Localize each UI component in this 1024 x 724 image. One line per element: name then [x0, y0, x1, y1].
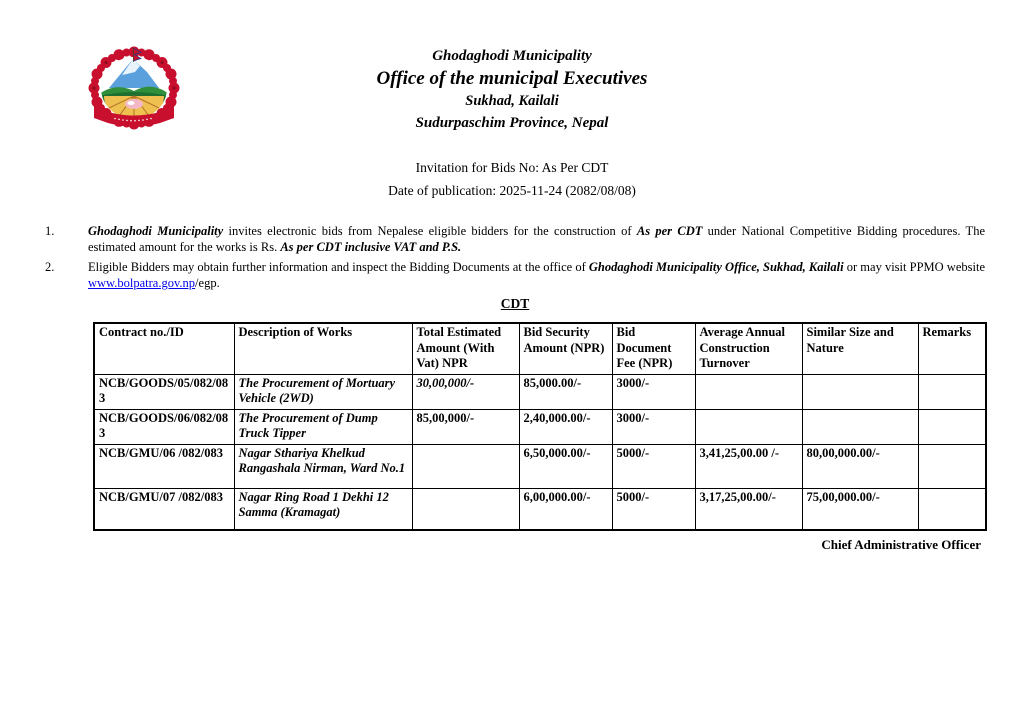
text-segment: or may visit PPMO website	[843, 260, 985, 275]
text-segment: Eligible Bidders may obtain further information and inspect the Bidding Documents at the office of	[88, 260, 589, 275]
turnover-cell: 3,41,25,00.00 /-	[695, 444, 802, 488]
bid-doc-fee-cell: 3000/-	[612, 374, 695, 409]
text-segment: /egp.	[195, 275, 220, 290]
description-cell: Nagar Sthariya Khelkud Rangashala Nirman, Ward No.1	[234, 444, 412, 488]
contract-id-cell: NCB/GMU/07 /082/083	[94, 488, 234, 530]
column-header-total-estimated: Total Estimated Amount (With Vat) NPR	[412, 323, 519, 374]
province-line: Sudurpaschim Province, Nepal	[415, 115, 609, 131]
bids-table	[93, 322, 987, 531]
text-segment: As per CDT inclusive VAT and P.S.	[280, 239, 462, 254]
office-name: Office of the municipal Executives	[376, 68, 648, 89]
total-estimated-cell	[412, 444, 519, 488]
total-estimated-cell: 85,00,000/-	[412, 409, 519, 444]
turnover-cell	[695, 374, 802, 409]
bid-security-cell: 6,50,000.00/-	[519, 444, 612, 488]
contract-id-cell: NCB/GOODS/05/082/083	[94, 374, 234, 409]
column-header-bid-doc-fee: Bid Document Fee (NPR)	[612, 323, 695, 374]
turnover-cell: 3,17,25,00.00/-	[695, 488, 802, 530]
bolpatra-link[interactable]: www.bolpatra.gov.np	[88, 275, 196, 290]
remarks-cell	[918, 409, 986, 444]
bid-doc-fee-cell: 5000/-	[612, 444, 695, 488]
item-number: 2.	[45, 260, 55, 275]
remarks-cell	[918, 444, 986, 488]
text-segment: under National Competitive Bidding procedures. The estimated amount for the works is Rs.	[88, 224, 985, 254]
text-segment: As per CDT	[636, 224, 703, 238]
signature-title: Chief Administrative Officer	[821, 537, 981, 552]
address-line: Sukhad, Kailali	[465, 93, 559, 109]
bid-security-cell: 85,000.00/-	[519, 374, 612, 409]
notice-block	[0, 156, 1024, 202]
letterhead	[0, 46, 1024, 134]
text-segment: Ghodaghodi Municipality Office, Sukhad, Kailali	[588, 260, 844, 275]
turnover-cell	[695, 409, 802, 444]
total-estimated-cell: 30,00,000/-	[412, 374, 519, 409]
text-segment: invites electronic bids from Nepalese eligible bidders for the construction of	[223, 224, 637, 238]
similar-size-cell	[802, 374, 918, 409]
remarks-cell	[918, 374, 986, 409]
invitation-no-line: Invitation for Bids No: As Per CDT	[415, 160, 609, 175]
list-item-2	[45, 260, 985, 291]
similar-size-cell	[802, 409, 918, 444]
body-content	[45, 224, 985, 531]
table-row	[94, 374, 986, 409]
item-number: 1.	[45, 224, 55, 238]
table-row	[94, 444, 986, 488]
column-header-description: Description of Works	[234, 323, 412, 374]
cdt-heading: CDT	[500, 296, 530, 312]
text-segment: Ghodaghodi Municipality	[88, 224, 224, 238]
column-header-remarks: Remarks	[918, 323, 986, 374]
publication-date-line: Date of publication: 2025-11-24 (2082/08/08)	[388, 183, 636, 198]
list-item-1	[45, 224, 985, 255]
bid-doc-fee-cell: 3000/-	[612, 409, 695, 444]
similar-size-cell: 80,00,000.00/-	[802, 444, 918, 488]
total-estimated-cell	[412, 488, 519, 530]
item-text	[88, 224, 985, 255]
description-cell: The Procurement of Mortuary Vehicle (2WD)	[234, 374, 412, 409]
column-header-contract-id: Contract no./ID	[94, 323, 234, 374]
table-header-row	[94, 323, 986, 374]
contract-id-cell: NCB/GMU/06 /082/083	[94, 444, 234, 488]
item-text	[88, 260, 985, 291]
table-row	[94, 409, 986, 444]
remarks-cell	[918, 488, 986, 530]
column-header-similar-size: Similar Size and Nature	[802, 323, 918, 374]
bid-security-cell: 6,00,000.00/-	[519, 488, 612, 530]
org-name: Ghodaghodi Municipality	[432, 48, 592, 64]
description-cell: The Procurement of Dump Truck Tipper	[234, 409, 412, 444]
column-header-bid-security: Bid Security Amount (NPR)	[519, 323, 612, 374]
similar-size-cell: 75,00,000.00/-	[802, 488, 918, 530]
table-row	[94, 488, 986, 530]
bid-security-cell: 2,40,000.00/-	[519, 409, 612, 444]
contract-id-cell: NCB/GOODS/06/082/083	[94, 409, 234, 444]
column-header-turnover: Average Annual Construction Turnover	[695, 323, 802, 374]
bid-doc-fee-cell: 5000/-	[612, 488, 695, 530]
description-cell: Nagar Ring Road 1 Dekhi 12 Samma (Kramagat)	[234, 488, 412, 530]
